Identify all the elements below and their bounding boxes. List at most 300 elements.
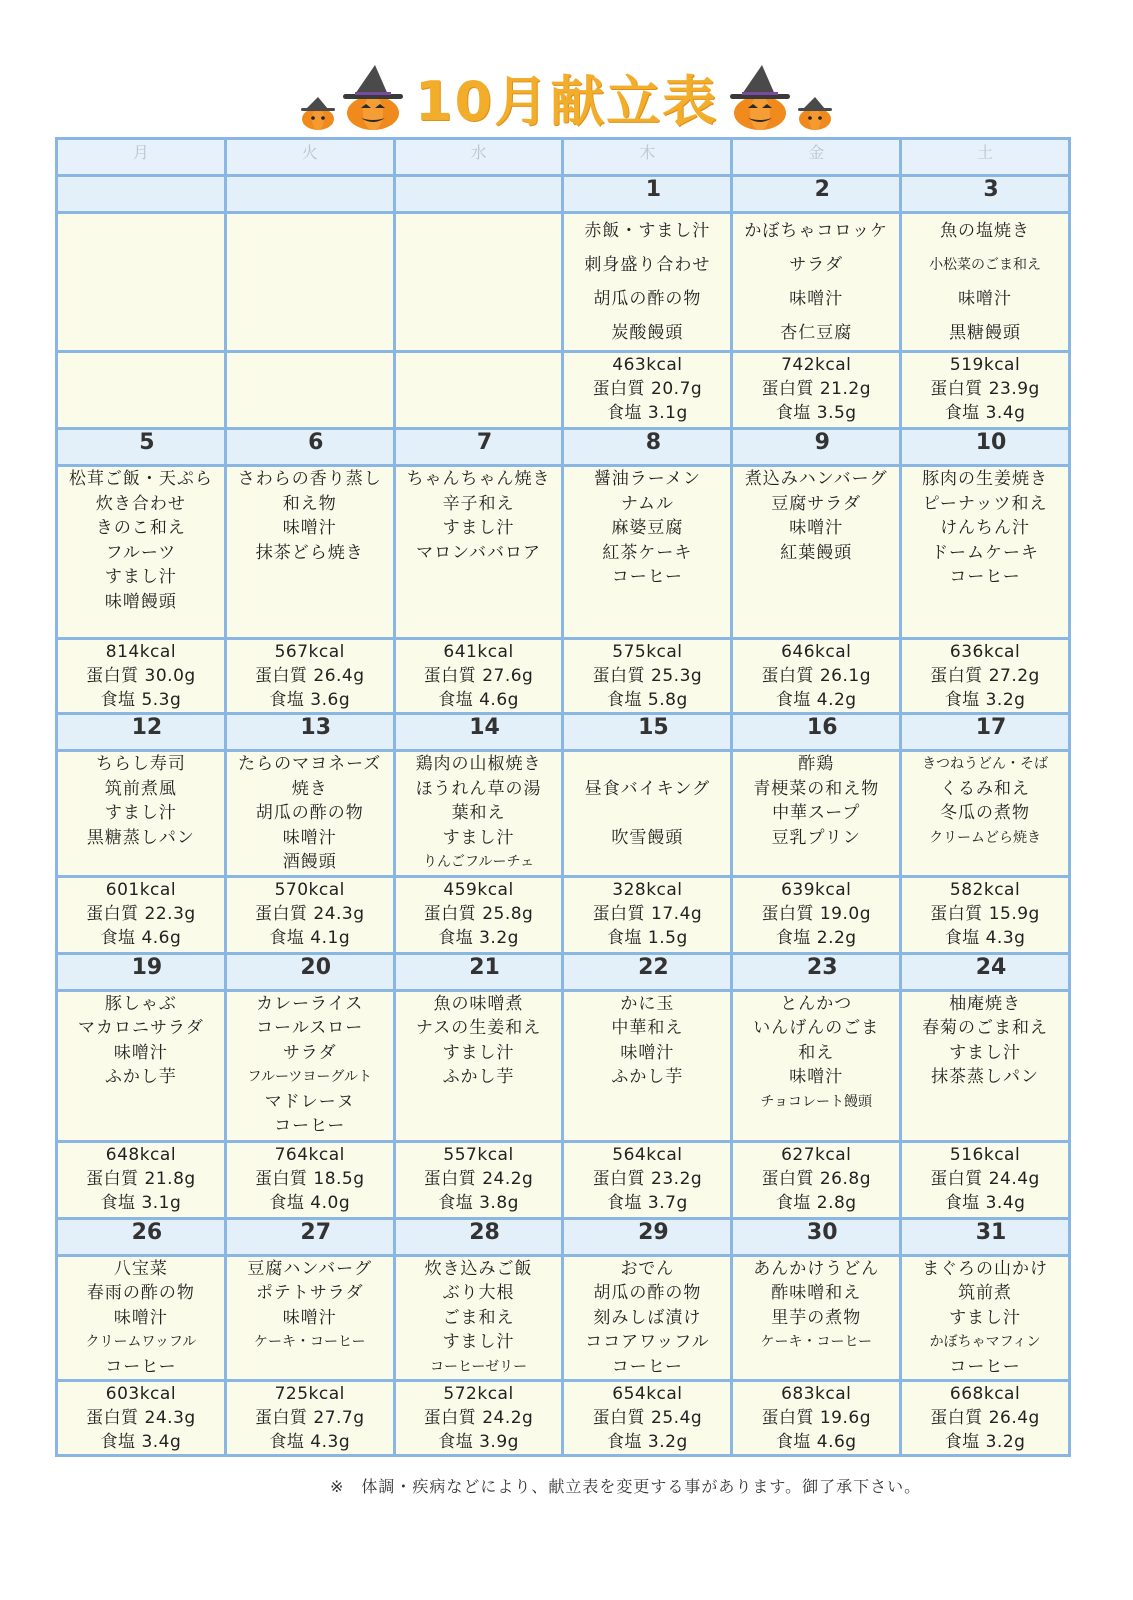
menu-cell (901, 1255, 1070, 1381)
salt-value: 食塩 5.3g (100, 690, 182, 710)
protein-value: 蛋白質 22.3g (86, 903, 196, 924)
menu-item: 紅茶ケーキ (602, 542, 693, 563)
date-number: 23 (806, 954, 838, 980)
menu-item: けんちん汁 (940, 518, 1031, 538)
calories-value: 567kcal (274, 642, 345, 662)
date-number: 24 (975, 954, 1007, 980)
menu-item: すまし汁 (442, 1332, 515, 1352)
protein-value: 蛋白質 15.9g (930, 903, 1040, 924)
menu-item: 麻婆豆腐 (611, 518, 684, 538)
menu-item: 酢鶏 (798, 754, 835, 774)
protein-value: 蛋白質 24.3g (254, 903, 365, 924)
nutrition-cell (563, 1381, 732, 1456)
calories-value: 557kcal (443, 1144, 514, 1165)
date-cell (57, 429, 226, 466)
protein-value: 蛋白質 18.5g (254, 1168, 365, 1189)
salt-value: 食塩 3.6g (269, 690, 351, 710)
date-cell (732, 953, 901, 990)
menu-cell (225, 466, 394, 639)
date-number: 16 (806, 715, 838, 740)
menu-item: ココアワッフル (585, 1332, 710, 1352)
menu-item: 酒饅頭 (282, 852, 337, 872)
menu-item: ふかし芋 (611, 1067, 684, 1087)
menu-item: 抹茶どら焼き (255, 542, 364, 563)
menu-cell (57, 1255, 226, 1381)
menu-cell (901, 213, 1070, 352)
menu-item: ケーキ・コーヒー (760, 1334, 872, 1350)
calories-value: 764kcal (274, 1144, 345, 1165)
calories-value: 683kcal (781, 1384, 852, 1404)
menu-item: 胡瓜の酢の物 (593, 1283, 702, 1303)
calories-value: 463kcal (612, 355, 683, 375)
protein-value: 蛋白質 25.4g (592, 1408, 703, 1428)
salt-value: 食塩 2.8g (775, 1192, 857, 1213)
calories-value: 582kcal (949, 879, 1021, 900)
menu-item: 味噌汁 (789, 289, 844, 309)
menu-cell (563, 213, 732, 352)
menu-item: 醤油ラーメン (593, 469, 701, 489)
menu-item: 黒糖饅頭 (949, 323, 1022, 343)
date-cell (394, 714, 563, 751)
date-cell (394, 953, 563, 990)
page-title: 10月献立表 (414, 69, 719, 133)
menu-item: 魚の味噌煮 (433, 993, 524, 1014)
date-row (57, 714, 1070, 751)
menu-item: コーヒー (274, 1116, 346, 1136)
weekday-label: 火 (225, 139, 394, 176)
menu-item: 刺身盛り合わせ (584, 255, 711, 275)
nutrition-row (57, 639, 1070, 714)
menu-item: 紅葉饅頭 (780, 542, 853, 563)
protein-value: 蛋白質 30.0g (86, 666, 196, 686)
nutrition-cell (394, 1141, 563, 1218)
date-number: 12 (131, 715, 163, 740)
salt-value: 食塩 4.3g (944, 927, 1026, 948)
calories-value: 646kcal (781, 642, 852, 662)
date-number: 22 (638, 954, 669, 980)
date-cell (563, 429, 732, 466)
nutrition-cell (732, 639, 901, 714)
protein-value: 蛋白質 17.4g (592, 903, 703, 924)
header (0, 62, 1133, 132)
menu-item: クリームどら焼き (929, 829, 1042, 846)
menu-item: かぼちゃマフィン (929, 1334, 1041, 1350)
menu-item: ほうれん草の湯 (415, 778, 542, 799)
menu-row (57, 466, 1070, 639)
menu-item: ナムル (620, 493, 674, 514)
date-cell (57, 1218, 226, 1255)
menu-cell (394, 213, 563, 352)
protein-value: 蛋白質 27.6g (423, 666, 534, 686)
weekday-label: 土 (901, 139, 1070, 176)
date-cell (394, 429, 563, 466)
menu-item: マドレーヌ (264, 1091, 355, 1112)
date-cell (225, 429, 394, 466)
nutrition-cell (394, 352, 563, 429)
menu-cell (57, 751, 226, 877)
nutrition-cell (563, 352, 732, 429)
date-cell (563, 1218, 732, 1255)
salt-value: 食塩 1.5g (607, 927, 688, 948)
salt-value: 食塩 4.6g (100, 927, 182, 948)
date-cell (901, 953, 1070, 990)
menu-item: すまし汁 (442, 518, 515, 538)
menu-item: コーヒー (949, 1356, 1021, 1377)
menu-item: ピーナッツ和え (922, 493, 1048, 514)
salt-value: 食塩 3.2g (944, 1432, 1026, 1452)
menu-item: 春雨の酢の物 (86, 1283, 195, 1303)
nutrition-cell (225, 876, 394, 953)
menu-item: コーヒー (611, 1356, 684, 1377)
salt-value: 食塩 4.1g (269, 927, 351, 948)
protein-value: 蛋白質 26.1g (761, 666, 871, 686)
date-cell (901, 429, 1070, 466)
salt-value: 食塩 3.7g (607, 1192, 688, 1213)
protein-value: 蛋白質 27.7g (254, 1408, 365, 1428)
date-cell (57, 953, 226, 990)
menu-item: 酢味噌和え (771, 1283, 862, 1303)
menu-cell (732, 990, 901, 1141)
menu-cell (732, 751, 901, 877)
date-cell (732, 714, 901, 751)
menu-cell (394, 751, 563, 877)
nutrition-row (57, 876, 1070, 953)
nutrition-cell (901, 876, 1070, 953)
menu-item: ごま和え (442, 1307, 515, 1328)
menu-cell (57, 990, 226, 1141)
menu-item: 八宝菜 (113, 1258, 168, 1279)
menu-item: 柚庵焼き (949, 993, 1022, 1014)
nutrition-cell (732, 876, 901, 953)
calories-value: 639kcal (781, 879, 852, 900)
protein-value: 蛋白質 21.2g (761, 379, 871, 399)
menu-item: 青梗菜の和え物 (753, 778, 880, 799)
nutrition-cell (901, 352, 1070, 429)
date-cell (732, 429, 901, 466)
salt-value: 食塩 3.8g (438, 1192, 519, 1213)
menu-item: 豆腐サラダ (771, 493, 862, 514)
protein-value: 蛋白質 24.2g (423, 1168, 534, 1189)
date-cell (394, 176, 563, 213)
menu-item: すまし汁 (949, 1307, 1022, 1328)
protein-value: 蛋白質 19.0g (761, 903, 871, 924)
calories-value: 328kcal (612, 879, 683, 900)
protein-value: 蛋白質 26.8g (761, 1168, 871, 1189)
date-number: 31 (975, 1219, 1007, 1245)
protein-value: 蛋白質 23.2g (592, 1168, 703, 1189)
menu-item: 味噌汁 (282, 518, 337, 538)
menu-item (564, 752, 730, 777)
menu-item: 味噌饅頭 (104, 591, 177, 612)
menu-item: 味噌汁 (113, 1042, 168, 1063)
menu-item: チョコレート饅頭 (760, 1093, 873, 1110)
menu-cell (563, 751, 732, 877)
salt-value: 食塩 3.4g (944, 1192, 1026, 1213)
menu-item: すまし汁 (442, 827, 515, 848)
menu-item: 赤飯・すまし汁 (584, 221, 711, 241)
calories-value: 459kcal (443, 879, 514, 900)
salt-value: 食塩 5.8g (607, 690, 688, 710)
menu-item: きのこ和え (95, 518, 186, 538)
menu-calendar (55, 137, 1071, 1457)
nutrition-cell (563, 1141, 732, 1218)
menu-cell (732, 466, 901, 639)
menu-item: 筑前煮 (958, 1283, 1013, 1303)
menu-item: りんごフルーチェ (423, 854, 535, 870)
nutrition-cell (732, 1141, 901, 1218)
protein-value: 蛋白質 21.8g (86, 1168, 196, 1189)
nutrition-cell (901, 1381, 1070, 1456)
date-number: 29 (638, 1219, 669, 1245)
menu-item: 味噌汁 (282, 827, 337, 848)
protein-value: 蛋白質 25.8g (423, 903, 534, 924)
menu-cell (563, 1255, 732, 1381)
menu-item: さわらの香り蒸し (237, 469, 382, 489)
date-cell (732, 176, 901, 213)
witch-pumpkin-icon (341, 63, 405, 131)
menu-item: かぼちゃコロッケ (744, 221, 889, 241)
menu-cell (394, 466, 563, 639)
date-number: 30 (806, 1219, 838, 1245)
menu-item: クリームワッフル (85, 1334, 197, 1350)
menu-item (564, 801, 730, 826)
date-row (57, 176, 1070, 213)
date-number: 26 (131, 1219, 163, 1245)
date-number: 17 (975, 715, 1007, 740)
calories-value: 519kcal (949, 355, 1021, 375)
date-number: 9 (814, 430, 830, 455)
date-number: 15 (638, 715, 669, 740)
menu-item: コーヒー (105, 1356, 177, 1377)
menu-item: 黒糖蒸しパン (86, 827, 195, 848)
menu-item: 吹雪饅頭 (611, 827, 684, 848)
menu-item: フルーツ (105, 542, 177, 563)
menu-item: 味噌汁 (958, 289, 1013, 309)
calories-value: 601kcal (105, 879, 177, 900)
menu-item: すまし汁 (104, 803, 177, 823)
nutrition-cell (225, 1141, 394, 1218)
menu-item: ポテトサラダ (255, 1283, 364, 1303)
menu-cell (394, 1255, 563, 1381)
menu-item: マカロニサラダ (77, 1018, 204, 1038)
menu-item: ちゃんちゃん焼き (406, 469, 551, 489)
menu-item: 鶏肉の山椒焼き (415, 754, 542, 774)
nutrition-cell (57, 1141, 226, 1218)
menu-cell (57, 213, 226, 352)
calories-value: 570kcal (274, 879, 345, 900)
calories-value: 575kcal (612, 642, 683, 662)
menu-item: とんかつ (780, 993, 853, 1014)
salt-value: 食塩 4.2g (775, 690, 857, 710)
menu-row (57, 213, 1070, 352)
menu-item: 和え物 (282, 493, 337, 514)
footer-note: ※ 体調・疾病などにより、献立表を変更する事があります。御了承下さい。 (330, 1477, 922, 1496)
salt-value: 食塩 4.6g (775, 1432, 857, 1452)
protein-value: 蛋白質 26.4g (254, 666, 365, 686)
calories-value: 668kcal (949, 1384, 1021, 1404)
date-number: 21 (469, 954, 500, 980)
menu-item: 葉和え (451, 803, 506, 823)
salt-value: 食塩 3.5g (775, 403, 857, 423)
menu-item: きつねうどん・そば (922, 756, 1049, 772)
calories-value: 603kcal (105, 1384, 177, 1404)
witch-pumpkin-icon (728, 63, 792, 131)
date-number: 10 (975, 430, 1007, 455)
menu-item: 豚肉の生姜焼き (922, 469, 1049, 489)
menu-item: 焼き (291, 778, 328, 799)
date-row (57, 953, 1070, 990)
menu-item: サラダ (789, 255, 844, 275)
menu-item: 炭酸饅頭 (611, 323, 684, 343)
date-number: 1 (645, 177, 662, 202)
menu-item: コーヒーゼリー (429, 1358, 528, 1375)
salt-value: 食塩 4.3g (269, 1432, 351, 1452)
date-cell (225, 1218, 394, 1255)
menu-item: 胡瓜の酢の物 (593, 289, 702, 309)
menu-item: くるみ和え (940, 778, 1031, 799)
menu-item: ケーキ・コーヒー (254, 1334, 366, 1350)
menu-item: マロンババロア (416, 542, 541, 563)
date-cell (225, 176, 394, 213)
menu-item: ちらし寿司 (95, 754, 186, 774)
date-cell (394, 1218, 563, 1255)
date-number: 14 (469, 715, 500, 740)
pumpkin-small-icon (295, 95, 341, 131)
pumpkin-small-icon (792, 95, 838, 131)
nutrition-cell (57, 876, 226, 953)
protein-value: 蛋白質 24.3g (86, 1408, 196, 1428)
calories-value: 648kcal (105, 1144, 177, 1165)
menu-item: コールスロー (256, 1018, 364, 1038)
menu-item: 刻みしば漬け (593, 1307, 702, 1328)
nutrition-cell (57, 639, 226, 714)
menu-cell (57, 466, 226, 639)
menu-item: 里芋の煮物 (771, 1307, 862, 1328)
menu-item: すまし汁 (104, 567, 177, 587)
nutrition-cell (563, 639, 732, 714)
menu-row (57, 751, 1070, 877)
date-number: 2 (814, 177, 830, 202)
menu-item: 胡瓜の酢の物 (255, 803, 364, 823)
protein-value: 蛋白質 27.2g (930, 666, 1040, 686)
date-number: 8 (645, 430, 662, 455)
menu-item: 炊き合わせ (95, 493, 186, 514)
menu-item: 炊き込みご飯 (424, 1258, 533, 1279)
date-number: 6 (308, 430, 324, 455)
date-cell (732, 1218, 901, 1255)
salt-value: 食塩 3.1g (607, 403, 688, 423)
date-cell (901, 1218, 1070, 1255)
weekday-label: 水 (394, 139, 563, 176)
calories-value: 641kcal (443, 642, 514, 662)
date-cell (563, 953, 732, 990)
date-cell (901, 176, 1070, 213)
date-number: 7 (476, 430, 493, 455)
nutrition-cell (225, 352, 394, 429)
menu-item: 冬瓜の煮物 (940, 803, 1031, 823)
date-cell (563, 176, 732, 213)
nutrition-cell (732, 1381, 901, 1456)
menu-row (57, 1255, 1070, 1381)
protein-value: 蛋白質 24.2g (423, 1408, 534, 1428)
menu-item: すまし汁 (442, 1042, 515, 1063)
menu-item: かに玉 (620, 993, 675, 1014)
menu-item: ふかし芋 (104, 1067, 177, 1087)
menu-item: おでん (620, 1258, 675, 1279)
menu-item: 抹茶蒸しパン (931, 1067, 1040, 1087)
weekday-label: 木 (563, 139, 732, 176)
nutrition-row (57, 352, 1070, 429)
menu-item: 味噌汁 (789, 518, 844, 538)
calories-value: 654kcal (612, 1384, 683, 1404)
menu-item: たらのマヨネーズ (238, 754, 382, 774)
nutrition-cell (57, 1381, 226, 1456)
protein-value: 蛋白質 24.4g (930, 1168, 1040, 1189)
date-number: 28 (469, 1219, 500, 1245)
salt-value: 食塩 3.9g (438, 1432, 519, 1452)
menu-item: 魚の塩焼き (940, 221, 1031, 241)
nutrition-cell (394, 1381, 563, 1456)
protein-value: 蛋白質 26.4g (930, 1408, 1040, 1428)
salt-value: 食塩 3.2g (438, 927, 519, 948)
salt-value: 食塩 3.1g (100, 1192, 182, 1213)
menu-item: 味噌汁 (282, 1307, 337, 1328)
menu-cell (225, 990, 394, 1141)
menu-item: 味噌汁 (789, 1067, 844, 1087)
calories-value: 516kcal (949, 1144, 1021, 1165)
menu-item: カレーライス (256, 993, 364, 1014)
salt-value: 食塩 4.0g (269, 1192, 351, 1213)
date-number: 3 (983, 177, 999, 202)
date-number: 5 (139, 430, 155, 455)
menu-item: 辛子和え (442, 493, 515, 514)
nutrition-cell (901, 639, 1070, 714)
menu-item: すまし汁 (949, 1042, 1022, 1063)
menu-item: 味噌汁 (113, 1307, 168, 1328)
menu-item: 豆腐ハンバーグ (247, 1258, 373, 1279)
nutrition-cell (57, 352, 226, 429)
menu-item: 中華和え (611, 1018, 684, 1038)
weekday-label: 月 (57, 139, 226, 176)
menu-item: 豚しゃぶ (104, 993, 177, 1014)
date-number: 19 (131, 954, 163, 980)
menu-item: コーヒー (949, 567, 1021, 587)
menu-cell (732, 1255, 901, 1381)
menu-item: 中華スープ (772, 803, 861, 823)
menu-item: 松茸ご飯・天ぷら (68, 469, 213, 489)
date-row (57, 429, 1070, 466)
date-cell (57, 714, 226, 751)
menu-item: 昼食バイキング (584, 778, 711, 799)
date-cell (901, 714, 1070, 751)
salt-value: 食塩 3.2g (607, 1432, 688, 1452)
date-number: 27 (300, 1219, 332, 1245)
menu-cell (563, 990, 732, 1141)
menu-item: 豆乳プリン (771, 827, 861, 848)
menu-cell (732, 213, 901, 352)
salt-value: 食塩 4.6g (438, 690, 519, 710)
menu-cell (901, 990, 1070, 1141)
salt-value: 食塩 3.4g (944, 403, 1026, 423)
date-cell (225, 953, 394, 990)
menu-item: 小松菜のごま和え (929, 257, 1042, 273)
menu-cell (225, 213, 394, 352)
calories-value: 627kcal (781, 1144, 852, 1165)
menu-cell (394, 990, 563, 1141)
salt-value: 食塩 3.2g (944, 690, 1026, 710)
nutrition-cell (225, 1381, 394, 1456)
weekday-label: 金 (732, 139, 901, 176)
